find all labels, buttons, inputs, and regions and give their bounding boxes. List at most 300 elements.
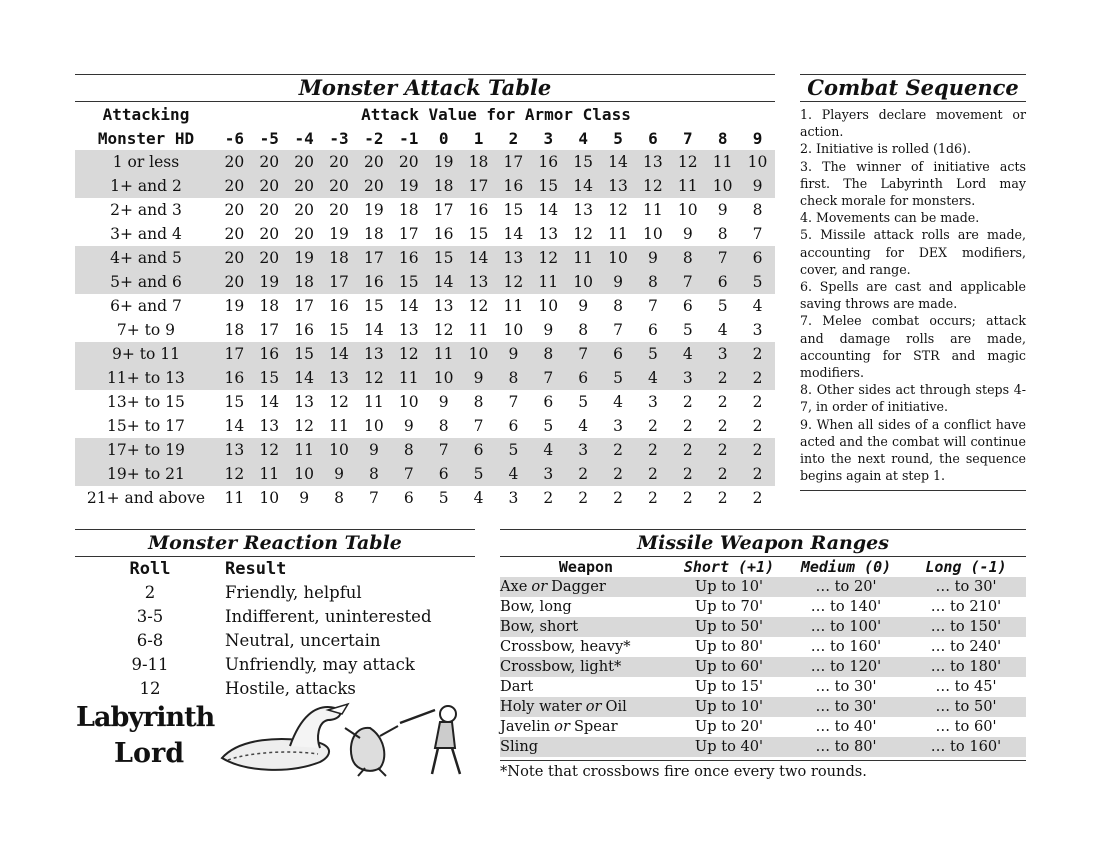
attack-value-cell: 15	[259, 369, 280, 387]
range-medium-cell: … to 120'	[810, 658, 882, 675]
attack-value-cell: 5	[752, 273, 763, 291]
attack-value-cell: 11	[643, 201, 663, 219]
attack-value-cell: 6	[717, 273, 728, 291]
attack-value-cell: 13	[364, 345, 384, 363]
attack-value-cell: 16	[329, 297, 349, 315]
attack-value-cell: 15	[503, 201, 524, 219]
reaction-table-section	[75, 529, 475, 701]
attack-value-cell: 5	[543, 417, 554, 435]
attack-table-section	[75, 74, 775, 510]
result-cell: Indifferent, uninterested	[225, 607, 432, 626]
attack-value-cell: 11	[224, 489, 245, 507]
attack-value-cell: 2	[578, 465, 589, 483]
attack-value-cell: 2	[682, 417, 693, 435]
attack-value-cell: 11	[677, 177, 698, 195]
attack-value-cell: 13	[294, 393, 314, 411]
missile-row	[500, 617, 1026, 637]
attack-value-cell: 14	[503, 225, 524, 243]
attack-value-cell: 9	[752, 177, 763, 195]
attack-value-cell: 10	[643, 225, 663, 243]
combat-sequence-list	[800, 102, 1026, 491]
attack-value-cell: 4	[613, 393, 623, 411]
missile-table	[500, 557, 1026, 757]
attack-value-cell: 5	[717, 297, 728, 315]
attack-value-cell: 8	[752, 201, 763, 219]
attack-value-cell: 9	[543, 321, 554, 339]
attack-value-cell: 12	[503, 273, 524, 291]
attack-value-cell: 17	[364, 249, 384, 267]
weapon-name-alt: Spear	[573, 718, 618, 735]
range-medium-cell: … to 20'	[815, 578, 877, 595]
attacking-header: Attacking	[102, 104, 190, 124]
combat-step: 6. Spells are cast and applicable saving throws are made.	[800, 279, 1026, 312]
monster-hd-cell: 2+ and 3	[110, 201, 182, 219]
attack-value-cell: 2	[682, 393, 693, 411]
attack-value-cell: 19	[364, 201, 384, 219]
range-medium-cell: … to 40'	[815, 718, 877, 735]
weapon-cell	[500, 637, 672, 657]
attack-value-cell: 16	[224, 369, 245, 387]
attack-value-cell: 11	[329, 417, 349, 435]
combat-step: 3. The winner of initiative acts first. The Labyrinth Lord may check morale for monsters.	[800, 158, 1026, 209]
attack-row	[75, 150, 775, 174]
attack-value-cell: 3	[717, 345, 728, 363]
attack-row	[75, 246, 775, 270]
attack-value-cell: 2	[613, 465, 623, 483]
attack-value-cell: 11	[712, 153, 733, 171]
attack-value-header: Attack Value for Armor Class	[361, 104, 631, 124]
combat-step: 7. Melee combat occurs; attack and damage rolls are made, accounting for STR and magic modifiers.	[800, 313, 1026, 381]
attack-value-cell: 11	[398, 369, 419, 387]
monster-hd-cell: 9+ to 11	[111, 345, 180, 363]
range-short-cell: Up to 40'	[694, 738, 764, 755]
roll-cell: 2	[144, 583, 156, 602]
attack-value-cell: 8	[334, 489, 344, 507]
attack-value-cell: 3	[543, 465, 554, 483]
attack-value-cell: 4	[508, 465, 519, 483]
range-medium-cell: … to 30'	[815, 698, 877, 715]
attack-value-cell: 20	[329, 153, 349, 171]
attack-value-cell: 18	[329, 249, 349, 267]
attack-row	[75, 462, 775, 486]
attack-value-cell: 2	[752, 441, 763, 459]
combat-step: 2. Initiative is rolled (1d6).	[800, 141, 971, 157]
attack-value-cell: 7	[543, 369, 554, 387]
attack-value-cell: 18	[259, 297, 280, 315]
combat-sequence-section	[800, 74, 1026, 491]
attack-value-cell: 10	[259, 489, 280, 507]
attack-value-cell: 20	[259, 201, 280, 219]
attack-value-cell: 11	[364, 393, 384, 411]
ac-column-header: -5	[259, 128, 279, 148]
attack-value-cell: 14	[224, 417, 245, 435]
attack-value-cell: 17	[503, 153, 524, 171]
attack-value-cell: 14	[398, 297, 419, 315]
attack-value-cell: 9	[578, 297, 589, 315]
attack-value-cell: 7	[508, 393, 519, 411]
weapon-name: Axe	[500, 578, 528, 595]
attack-value-cell: 8	[508, 369, 519, 387]
attack-value-cell: 12	[398, 345, 419, 363]
roll-cell: 12	[139, 679, 161, 698]
monster-hd-cell: 3+ and 4	[110, 225, 182, 243]
attack-value-cell: 14	[364, 321, 384, 339]
attack-value-cell: 6	[613, 345, 623, 363]
attack-value-cell: 18	[224, 321, 245, 339]
attack-value-cell: 13	[398, 321, 419, 339]
result-cell: Friendly, helpful	[225, 583, 362, 602]
attack-value-cell: 2	[717, 417, 728, 435]
range-long-cell: … to 180'	[930, 658, 1002, 675]
attack-value-cell: 13	[538, 225, 559, 243]
attack-value-cell: 20	[294, 201, 314, 219]
attack-value-cell: 2	[752, 489, 763, 507]
combat-step: 5. Missile attack rolls are made, accounting for DEX modifiers, cover, and range.	[800, 227, 1026, 277]
attack-value-cell: 7	[438, 441, 449, 459]
attack-value-cell: 18	[433, 177, 454, 195]
attack-value-cell: 17	[433, 201, 454, 219]
reaction-row	[75, 605, 475, 629]
attack-value-cell: 14	[538, 201, 559, 219]
attack-value-cell: 11	[573, 249, 593, 267]
attack-value-cell: 2	[682, 489, 693, 507]
monster-hd-cell: 1 or less	[112, 153, 180, 171]
attack-value-cell: 10	[329, 441, 349, 459]
attack-value-cell: 7	[682, 273, 693, 291]
attack-value-cell: 16	[398, 249, 419, 267]
attack-row	[75, 222, 775, 246]
ac-column-header: 3	[543, 128, 554, 148]
attack-value-cell: 15	[538, 177, 559, 195]
ac-column-header: 0	[438, 128, 449, 148]
attack-table	[75, 102, 775, 510]
attack-value-cell: 2	[647, 417, 658, 435]
attack-value-cell: 6	[438, 465, 449, 483]
attack-value-cell: 6	[578, 369, 589, 387]
monster-hd-cell: 19+ to 21	[107, 465, 185, 483]
missile-row	[500, 597, 1026, 617]
attack-value-cell: 8	[438, 417, 449, 435]
ac-column-header: 8	[717, 128, 728, 148]
ac-column-header: -1	[399, 128, 419, 148]
missile-row	[500, 717, 1026, 737]
weapon-cell	[500, 697, 672, 717]
attack-value-cell: 15	[364, 297, 384, 315]
result-cell: Unfriendly, may attack	[225, 655, 415, 674]
attack-value-cell: 2	[752, 369, 763, 387]
ac-column-header: -3	[329, 128, 349, 148]
attack-value-cell: 16	[468, 201, 489, 219]
attack-value-cell: 17	[259, 321, 280, 339]
range-short-cell: Up to 20'	[694, 718, 764, 735]
attack-value-cell: 12	[259, 441, 280, 459]
attack-value-cell: 12	[329, 393, 349, 411]
attack-value-cell: 4	[717, 321, 728, 339]
attack-value-cell: 9	[334, 465, 344, 483]
attack-value-cell: 11	[259, 465, 280, 483]
reaction-row	[75, 581, 475, 605]
weapon-name: Bow, long	[500, 598, 572, 615]
attack-value-cell: 9	[508, 345, 519, 363]
monster-hd-cell: 17+ to 19	[107, 441, 185, 459]
weapon-cell	[500, 737, 672, 757]
attack-value-cell: 5	[682, 321, 693, 339]
long-header: Long (-1)	[925, 558, 1007, 576]
attack-value-cell: 2	[752, 393, 763, 411]
attack-value-cell: 3	[752, 321, 763, 339]
monster-hd-cell: 11+ to 13	[107, 369, 185, 387]
combat-step: 9. When all sides of a conflict have acted and the combat will continue into the next round, the sequence begins again at step 1.	[800, 416, 1026, 484]
attack-value-cell: 9	[438, 393, 449, 411]
attack-value-cell: 9	[613, 273, 623, 291]
attack-value-cell: 6	[403, 489, 414, 507]
attack-value-cell: 13	[608, 177, 628, 195]
range-medium-cell: … to 30'	[815, 678, 877, 695]
attack-value-cell: 2	[682, 441, 693, 459]
attack-value-cell: 20	[294, 177, 314, 195]
attack-value-cell: 5	[578, 393, 589, 411]
attack-value-cell: 8	[368, 465, 379, 483]
weapon-or: or	[554, 718, 570, 735]
attack-value-cell: 9	[368, 441, 379, 459]
range-long-cell: … to 45'	[935, 678, 997, 695]
short-header: Short (+1)	[683, 558, 775, 576]
weapon-name: Crossbow, light*	[500, 658, 622, 675]
attack-value-cell: 2	[613, 441, 623, 459]
attack-value-cell: 5	[613, 369, 623, 387]
attack-value-cell: 9	[473, 369, 484, 387]
missile-row	[500, 637, 1026, 657]
reaction-row	[75, 629, 475, 653]
attack-value-cell: 2	[752, 417, 763, 435]
attack-row	[75, 486, 775, 510]
combat-step: 4. Movements can be made.	[800, 210, 980, 226]
attack-value-cell: 7	[473, 417, 484, 435]
monster-hd-cell: 4+ and 5	[110, 249, 182, 267]
attack-value-cell: 7	[613, 321, 623, 339]
attack-value-cell: 7	[752, 225, 763, 243]
attack-value-cell: 12	[433, 321, 454, 339]
attack-value-cell: 8	[647, 273, 658, 291]
attack-value-cell: 20	[294, 153, 314, 171]
attack-value-cell: 10	[433, 369, 454, 387]
missile-row	[500, 577, 1026, 597]
missile-row	[500, 657, 1026, 677]
range-short-cell: Up to 50'	[694, 618, 764, 635]
ac-column-header: 9	[752, 128, 763, 148]
attack-value-cell: 14	[468, 249, 489, 267]
attack-value-cell: 19	[259, 273, 280, 291]
attack-value-cell: 6	[508, 417, 519, 435]
attack-value-cell: 8	[543, 345, 554, 363]
attack-value-cell: 7	[647, 297, 658, 315]
attack-value-cell: 10	[573, 273, 593, 291]
range-short-cell: Up to 70'	[694, 598, 764, 615]
ac-column-header: -6	[224, 128, 245, 148]
attack-row	[75, 414, 775, 438]
attack-value-cell: 20	[259, 153, 280, 171]
range-medium-cell: … to 80'	[815, 738, 877, 755]
reaction-table	[75, 557, 475, 701]
attack-value-cell: 8	[578, 321, 589, 339]
attack-value-cell: 12	[608, 201, 628, 219]
weapon-name-alt: Oil	[605, 698, 627, 715]
attack-value-cell: 2	[717, 369, 728, 387]
attack-value-cell: 4	[543, 441, 554, 459]
attack-value-cell: 15	[468, 225, 489, 243]
attack-value-cell: 4	[473, 489, 484, 507]
attack-value-cell: 19	[224, 297, 245, 315]
attack-value-cell: 13	[503, 249, 524, 267]
attack-value-cell: 12	[677, 153, 698, 171]
attack-value-cell: 20	[224, 273, 245, 291]
attack-value-cell: 3	[508, 489, 519, 507]
weapon-cell	[500, 597, 672, 617]
attack-value-cell: 2	[717, 465, 728, 483]
attack-value-cell: 11	[433, 345, 454, 363]
attack-value-cell: 13	[643, 153, 663, 171]
weapon-name: Sling	[500, 738, 539, 755]
attack-value-cell: 13	[259, 417, 280, 435]
attack-value-cell: 14	[259, 393, 280, 411]
attack-value-cell: 2	[613, 489, 623, 507]
attack-value-cell: 11	[294, 441, 314, 459]
range-short-cell: Up to 80'	[694, 638, 764, 655]
attack-value-cell: 14	[573, 177, 593, 195]
attack-row	[75, 390, 775, 414]
attack-value-cell: 20	[224, 249, 245, 267]
attack-value-cell: 17	[224, 345, 245, 363]
attack-row	[75, 174, 775, 198]
attack-value-cell: 9	[682, 225, 693, 243]
attack-value-cell: 20	[259, 225, 280, 243]
attack-value-cell: 10	[747, 153, 768, 171]
ac-column-header: 2	[508, 128, 519, 148]
attack-value-cell: 19	[294, 249, 314, 267]
attack-value-cell: 12	[468, 297, 489, 315]
attack-value-cell: 16	[294, 321, 314, 339]
attack-value-cell: 3	[578, 441, 589, 459]
attack-value-cell: 10	[677, 201, 698, 219]
range-long-cell: … to 30'	[935, 578, 997, 595]
reaction-table-title: Monster Reaction Table	[75, 529, 475, 557]
attack-value-cell: 15	[294, 345, 314, 363]
attack-value-cell: 6	[473, 441, 484, 459]
ac-column-header: 4	[578, 128, 588, 148]
weapon-name-alt: Dagger	[551, 578, 606, 595]
attack-value-cell: 20	[364, 153, 384, 171]
attack-value-cell: 11	[503, 297, 524, 315]
attack-value-cell: 12	[643, 177, 663, 195]
range-short-cell: Up to 10'	[694, 578, 764, 595]
attack-value-cell: 20	[224, 225, 245, 243]
combat-step: 1. Players declare movement or action.	[800, 107, 1026, 140]
attack-value-cell: 14	[608, 153, 628, 171]
attack-value-cell: 15	[329, 321, 349, 339]
crossbow-note: *Note that crossbows fire once every two rounds.	[500, 760, 1026, 780]
roll-cell: 9-11	[131, 655, 169, 674]
attack-value-cell: 5	[508, 441, 519, 459]
weapon-cell	[500, 617, 672, 637]
attack-value-cell: 8	[613, 297, 623, 315]
attack-value-cell: 17	[398, 225, 419, 243]
attack-value-cell: 10	[503, 321, 524, 339]
attack-value-cell: 15	[573, 153, 593, 171]
attack-value-cell: 4	[682, 345, 693, 363]
attack-value-cell: 20	[294, 225, 314, 243]
ac-column-header: 7	[682, 128, 693, 148]
attack-value-cell: 3	[613, 417, 623, 435]
attack-value-cell: 2	[578, 489, 589, 507]
attack-value-cell: 20	[364, 177, 384, 195]
attack-value-cell: 4	[578, 417, 589, 435]
attack-value-cell: 13	[433, 297, 454, 315]
range-long-cell: … to 50'	[935, 698, 997, 715]
attack-value-cell: 10	[364, 417, 384, 435]
range-long-cell: … to 160'	[930, 738, 1002, 755]
ac-column-header: -2	[364, 128, 384, 148]
attack-value-cell: 16	[259, 345, 280, 363]
attack-value-cell: 17	[294, 297, 314, 315]
monster-hd-cell: 21+ and above	[86, 489, 206, 507]
attack-value-cell: 18	[294, 273, 314, 291]
range-long-cell: … to 210'	[930, 598, 1002, 615]
weapon-name: Crossbow, heavy*	[500, 638, 631, 655]
attack-value-cell: 16	[364, 273, 384, 291]
attack-value-cell: 18	[364, 225, 384, 243]
result-header: Result	[225, 559, 287, 579]
attack-value-cell: 10	[712, 177, 733, 195]
reaction-row	[75, 653, 475, 677]
attack-value-cell: 7	[578, 345, 589, 363]
attack-value-cell: 2	[717, 393, 728, 411]
range-medium-cell: … to 140'	[810, 598, 882, 615]
attack-value-cell: 5	[438, 489, 449, 507]
attack-value-cell: 17	[468, 177, 489, 195]
attack-value-cell: 20	[329, 201, 349, 219]
attack-table-title: Monster Attack Table	[75, 74, 775, 102]
attack-value-cell: 4	[647, 369, 658, 387]
monster-hd-cell: 1+ and 2	[110, 177, 182, 195]
attack-value-cell: 15	[433, 249, 454, 267]
range-short-cell: Up to 60'	[694, 658, 764, 675]
monster-hd-cell: 5+ and 6	[110, 273, 182, 291]
attack-value-cell: 20	[259, 249, 280, 267]
range-medium-cell: … to 160'	[810, 638, 882, 655]
attack-value-cell: 15	[224, 393, 245, 411]
attack-value-cell: 20	[259, 177, 280, 195]
attack-value-cell: 14	[433, 273, 454, 291]
attack-value-cell: 7	[403, 465, 414, 483]
roll-cell: 6-8	[136, 631, 164, 650]
attack-value-cell: 20	[224, 201, 245, 219]
logo-line-1: Labyrinth	[76, 702, 215, 733]
attack-value-cell: 18	[468, 153, 489, 171]
attack-value-cell: 6	[682, 297, 693, 315]
monster-hd-cell: 13+ to 15	[107, 393, 185, 411]
missile-table-title: Missile Weapon Ranges	[500, 529, 1026, 557]
attack-row	[75, 198, 775, 222]
attack-value-cell: 14	[294, 369, 314, 387]
weapon-name: Dart	[500, 678, 534, 695]
medium-header: Medium (0)	[800, 558, 892, 576]
attack-value-cell: 12	[224, 465, 245, 483]
weapon-cell	[500, 677, 672, 697]
weapon-name: Holy water	[500, 698, 582, 715]
attack-value-cell: 5	[647, 345, 658, 363]
attack-value-cell: 19	[433, 153, 454, 171]
attack-row	[75, 270, 775, 294]
